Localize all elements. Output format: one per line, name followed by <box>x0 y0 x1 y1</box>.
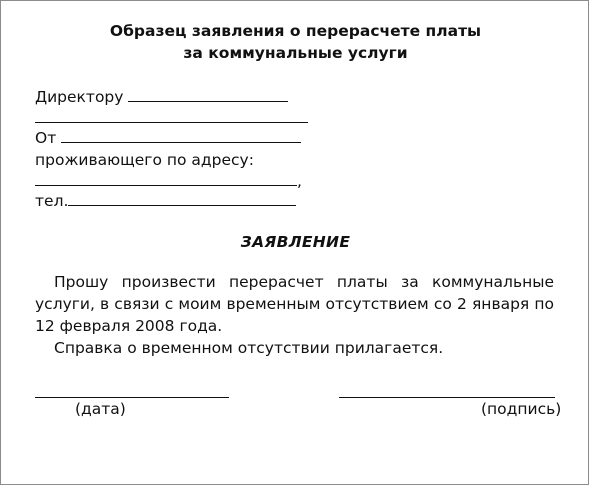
director-line <box>35 87 288 107</box>
statement-paragraph-1: Прошу произвести перерасчет платы за коммунальные услуги, в связи с моим временным отсутствием со 2 января по 12 февраля 2008 года. <box>35 273 554 335</box>
from-blank <box>61 128 301 143</box>
phone-label: тел. <box>35 192 69 210</box>
phone-blank <box>68 191 296 206</box>
statement-paragraph-2: Справка о временном отсутствии прилагается. <box>54 339 444 357</box>
address-end-comma: , <box>297 172 302 190</box>
director-blank <box>128 87 288 102</box>
date-caption: (дата) <box>75 400 126 418</box>
signature-blank <box>339 397 555 398</box>
address-label: проживающего по адресу: <box>35 151 254 169</box>
phone-line <box>35 191 296 211</box>
director-label: Директору <box>35 88 124 106</box>
date-blank <box>35 397 229 398</box>
address-line <box>35 171 302 191</box>
address-blank <box>35 171 297 186</box>
director-blank-continuation <box>35 122 308 123</box>
from-label: От <box>35 129 57 147</box>
from-line <box>35 128 301 148</box>
signature-caption: (подпись) <box>481 400 562 418</box>
statement-heading: ЗАЯВЛЕНИЕ <box>240 233 351 251</box>
document-title-line-2: за коммунальные услуги <box>183 44 408 62</box>
document-title-line-1: Образец заявления о перерасчете платы <box>109 22 482 40</box>
